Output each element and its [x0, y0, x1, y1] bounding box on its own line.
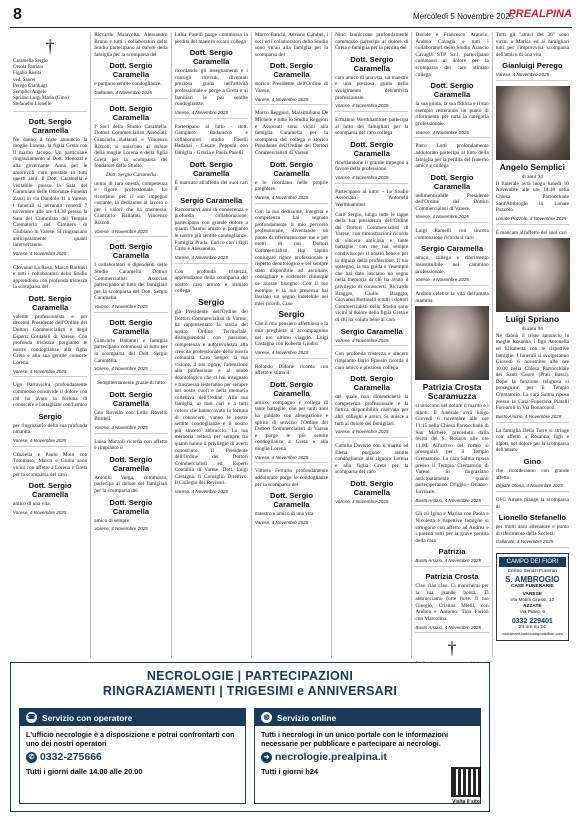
notice-text: La famiglia Della Torre si stringe con affetto a Rosanna, figli e nipoti, nel dolore per la scomparsa dell'amato	[495, 427, 569, 454]
deceased-name: Dott. Sergio Caramella	[28, 481, 72, 500]
visit-site-label: Visita il sito	[452, 799, 480, 805]
notice-text: Il funerale avrà luogo lunedì 10 Novembre alle ore 14.30 nella Chiesa Parrocchiale Sant'Ambrogio in Lonate Pozzolo.	[495, 180, 569, 214]
funeral-home-city: VARESE	[522, 592, 543, 598]
operator-service-header: ☎ Servizio con operatore	[20, 709, 245, 726]
deceased-name: Dott. Sergio Caramella	[109, 103, 153, 122]
notice-text: amico, compagno e collega di tante battaglie, che per tanti anni ha guidato con abnegazione e spirito di servizio l'Ordine dei Dottori Commercialisti di Varese e porge le più sentite condoglianze a Greta e alla moglie Lorena.	[254, 399, 329, 452]
notice-footer: Varese, 4 Novembre 2025	[13, 438, 67, 443]
notice-text: Ciao ciao ciao. Ci mancherai per la tua grande bontà. Ti abbracciamo forte forte. Il tuo Giorgio, Cristina Mielli, con Andrea e Antonio. Tino Farioli con Marcolina.	[415, 583, 489, 623]
notice-footer: Gallarate, 4 Novembre 2025	[94, 89, 152, 95]
operator-phone[interactable]: ✆ 0332-275666	[20, 750, 245, 764]
notice-footer: Varese, 4 Novembre 2025	[13, 250, 67, 256]
notice-text: Ugo Parravicini profondamente commosso condivide il dolore con chi ha avuto la fortuna di conoscere e battagliare con l'amico	[13, 382, 88, 409]
deceased-name: Sergio Caramella	[180, 195, 243, 205]
notice-footer: Varese, 4 Novembre 2025	[94, 526, 148, 532]
notice-footer: Lonate Pozzolo, 4 Novembre 2025	[495, 215, 567, 221]
notice-text: amico di sempre.	[94, 517, 131, 524]
obituary-notice	[335, 117, 408, 184]
obituary-notice	[415, 143, 488, 223]
deceased-name: Dott. Sergio Caramella	[109, 454, 153, 473]
obituary-notice	[94, 242, 167, 312]
notice-footer: Varese, 4 Novembre 2025	[335, 498, 389, 504]
online-service-header: ◍ Servizio online	[255, 709, 480, 726]
obituary-notice	[255, 209, 328, 359]
obituary-notice	[496, 428, 569, 492]
obituary-notice	[175, 32, 248, 119]
notice-text: Nino Ianniccone profondamente commosso partecipa al dolore di Greta e famiglia per la perdita del	[335, 32, 409, 52]
banner-title: NECROLOGIE | PARTECIPAZIONI	[146, 669, 354, 683]
deceased-name: Dott. Sergio Caramella	[430, 172, 474, 191]
column-7	[492, 32, 572, 658]
funeral-home-address: Via Piave, 6	[519, 610, 546, 616]
funeral-home-website[interactable]: onoranzefunebricampodeifiori.com	[501, 631, 564, 637]
banner-subtitle: RINGRAZIAMENTI | TRIGESIMI e ANNIVERSARI	[102, 684, 398, 698]
notice-text: che ricorderanno con grande affetto.	[495, 468, 569, 481]
deceased-name: Dott. Sergio Caramella	[109, 317, 153, 336]
notice-footer: Olgiate Olona, 4 Novembre 2025	[495, 483, 563, 489]
obituary-notice	[255, 110, 328, 203]
deceased-name: Dott. Sergio Caramella	[350, 54, 394, 73]
notice-text: Gea Rovello con Lella Rovello Burdeli.	[94, 409, 168, 423]
funeral-home-kind: CASE FUNERARIE	[511, 584, 554, 590]
obituary-notice	[496, 32, 569, 81]
notice-text: ricordando gli insegnamenti e i consigli ricevuti, diventati preziosa guida nell'attività professionale e porge a Greta e ai familiari le più sentite condoglianze.	[174, 68, 248, 108]
notice-footer: Varese, 4 Novembre 2025	[254, 194, 309, 200]
notice-text: Ne danno il triste annuncio la moglie Lorena, la figlia Greta con il marito Jacopo. Un particolare ringraziamento al Dott. Menozzi e alla governante Anna per le amorevoli cure prestate in tutti questi anni. Il Dott. Caramella è visitabile presso la Sala del Commiato delle Onoranze Funebri Zanzi in via Dandolo 11 a Varese; i funerali si terranno venerdì 7 novembre alle ore 14.30 presso la Sala del Commiato del Tempio Crematorio del Cimitero di Giubiano in Varese. Si ringraziano anticipatamente quanti interverranno.	[13, 136, 88, 249]
notice-text: Luisa Marzoli ricorda con affetto e rimpianto il	[94, 438, 168, 452]
notice-footer: Varese, 4 Novembre 2025	[13, 509, 67, 515]
deceased-list: Caramella Sergio Orsola Patrizio Figallo Rosita ved. Sanrei Perego Gianluigi Semplici Angelo Spriano Luigi Mario (Gino) Stefanello Lionello	[13, 59, 69, 108]
deceased-name: Sergio	[38, 411, 62, 421]
qr-code-icon[interactable]	[451, 767, 481, 797]
notice-footer: Busto Arsizio, 4 Novembre 2025	[415, 497, 482, 503]
deceased-name: Dott. Sergio Caramella	[269, 159, 313, 178]
notice-text: Partecipano al lutto - dott. Gianpiero Badaracco e collaboratori studio Paselli Badanai - Cesare Pepponi con famiglia - Grazia e Paola Paselli	[174, 123, 248, 156]
online-hours: Tutti i giorni h24	[261, 767, 318, 776]
obituary-notice	[496, 230, 569, 423]
notice-text: indimenticabile Presidente dell'Ordine dei Dottori Commercialisti di Varese.	[415, 192, 489, 212]
notice-text: per ringraziarlo della sua profonda umanità.	[13, 422, 88, 436]
obituary-notice	[496, 497, 569, 548]
notice-text: Tutti gli "amici del 36" sono vicini a Marisa ed ai famigliari tutti per l'improvvisa scomparsa dell'amico di una vita	[495, 32, 569, 58]
obituary-notice	[415, 228, 488, 286]
notice-text: amico, collega e riferimento insostituibile nel cammino professionale.	[415, 255, 489, 275]
notice-text: uomo di rara onestà, competenza e rigore professionale. Lo ricordano per il suo impegno costante, la dedizione al lavoro e per i valori che ha trasmesso. Giancarlo Ballarati, Vincenzo Rizzoli.	[94, 180, 168, 227]
notice-footer: Varese, 4 Novembre 2025	[174, 109, 229, 115]
notice-text: Caro Sergio, lungo tutte le tappe della tua presidenza dell'Ordine dei Dottori Commercialisti di Varese, con dimostrazioni ricordo di sincera amicizia e tante battaglie, con me hai sempre condiviso per il nostro bene e per la dignità della professione. Il tuo sostegno, la tua guida e l'esempio che hai dato lasciano un segno nella memoria di chi ha avuto il privilegio di conoscerti. Riccardo Braggio, Giulio Braggio, Giovanni Bottinelli e tutti i dottori Commercialisti dello Studio sono vicini al dolore della figlia Greta e di chi ha voluto bene al caro	[335, 211, 409, 323]
phone-icon: ☎	[27, 714, 36, 721]
notice-footer: Varese, 4 Novembre 2025	[415, 129, 469, 135]
obituary-notice	[335, 32, 408, 112]
deceased-name: Dott. Sergio Caramella	[269, 61, 313, 80]
notice-text: Con la tua dedizione, integrità e competenza hai segnato profondamente il mio percorso professionale, diventando un punto di riferimento per me e per molti di noi Dottori Commercialisti. Hai saputo coniugare rigore professionale e rispetto deontologico e sei sempre stato disponibile ad ascoltare, consigliare e sostenere chiunque ne avesse bisogno. Con il tuo esempio e la tua presenza hai lasciato un segno indelebile nei miei ricordi. Ciao	[254, 208, 329, 307]
obituary-notice	[415, 572, 488, 633]
deceased-name: Sergio Caramella	[421, 244, 484, 254]
notice-text: Giovanni La Rosa, Marco Barbieri e tutti i collaboratori dello Studio apprendono con profonda tristezza la scomparsa del	[13, 264, 88, 291]
death-index	[13, 36, 87, 112]
arrow-right-icon: ➜	[261, 752, 272, 763]
globe-icon: ◍	[261, 712, 272, 723]
operator-service	[19, 708, 246, 804]
page-number: 8	[13, 6, 22, 23]
deceased-photo	[496, 238, 570, 312]
notice-footer: Varese, 4 Novembre 2025	[415, 277, 469, 283]
notice-text: Raccontarvi anni di conoscenza e profonda collaborazione, partecipano con grande dolore a quanti l'hanno amato e porgiamo le nostre più sentite condoglianze. Famiglia Prada. Enrico con i figli Carlo e Alessandro.	[174, 206, 248, 253]
notice-text: Che il mio pensiero affettuoso e la mia preghiera ti accompagnino nel tuo ultimo viaggio. Luigi Castagna con Roberta Giudici	[254, 321, 329, 348]
notice-text: ricordandone il grande impegno a favore della professione.	[335, 159, 409, 173]
notice-text: maestro e amico di una vita.	[254, 511, 315, 518]
phone-icon: ✆	[26, 752, 37, 763]
obituary-notice	[175, 124, 248, 264]
notice-text: Rolando Didonè ricorda con affetto e stima il	[254, 363, 329, 377]
column-5	[331, 32, 411, 658]
deceased-photo	[496, 86, 570, 160]
obituary-notice	[94, 380, 167, 434]
notice-text: già Presidente dell'Ordine dei Dottori Commercialisti di Varese, ha rappresentato la storia del nostro Ordine Territoriale, distinguendosi con passione, competenza e autorevolezza alla crescita professionale della nostra comunità. Caro Sergio, la tua visione, il tuo rigore, l'attenzione alla professione e al senso deontologico che ci hai insegnato e trasmesso resteranno per sempre nei nostri cuori e nella memoria collettiva dell'Ordine. Alla tua famiglia, ai tuoi cari e a tutti coloro che hanno avuto la fortuna di conoscerti, vanno le nostre sentite condoglianze e il nostro più sincero abbraccio. La tua memoria resterà per sempre tra quanti hanno il privilegio di averti conosciuto. Il Presidente dell'Ordine dei Dottori Commercialisti ed Esperti Contabili di Varese. Dott. Luigi Castagna. Il Consiglio Direttivo. Il Collegio dei Revisori.	[174, 309, 248, 487]
notice-text: Davide e Francesco Arancio, Andrea Cavaglà e tutti i collaboratori dello Studio Arancio Cavaglà STP S.r.l. partecipano commossi al dolore per la scomparsa del caro stimato collega	[415, 32, 489, 78]
notice-footer: Varese, 4 Novembre 2025	[254, 349, 309, 355]
notice-text: Ne danno il triste annuncio la moglie Rosanna, i figli Antonella ed Elisabetta con le rispettive famiglie. I funerali si svolgeranno Giovedì 6 novembre alle ore 10.00 nella Chiesa Parrocchiale dei Santi Cuore (Prati Bassi). Dopo la funzione religiosa si proseguirà per il Tempio Crematorio. La cara Salma riposa presso la Casa Funeraria Piatelli Fornaroli in Via Bonaccorsi.	[495, 332, 569, 412]
masthead	[10, 6, 572, 28]
notice-footer: Varese, 4 Novembre 2025	[254, 96, 309, 102]
deceased-name: Gino	[523, 457, 541, 467]
notice-text: I collaboratori e dipendenti dello Studio Caramella Dottori Commercialisti Associati partecipano al lutto dei famigliari per la scomparsa del Dott. Sergio Caramella.	[94, 262, 168, 302]
deceased-name: Dott. Sergio Caramella	[109, 61, 153, 80]
notice-footer: Busto Arsizio, 4 Novembre 2025	[415, 624, 482, 630]
notice-footer: Varese, 4 Novembre 2025	[335, 429, 389, 435]
notice-text: Partecipano al lutto: - Lo Studio Associato Antonelli Werthhammer	[335, 188, 409, 208]
funeral-home-city: AZZATE	[523, 604, 542, 610]
obituary-columns	[10, 32, 572, 658]
notice-text: amico di una vita.	[13, 501, 51, 508]
deceased-name: Dott. Sergio Caramella	[109, 389, 153, 408]
obituary-notice	[94, 104, 167, 238]
obituary-notice	[255, 364, 328, 464]
notice-footer: Varese, 4 Novembre 2025	[94, 304, 148, 310]
notice-footer: Busto Arsizio, 4 Novembre 2025	[415, 558, 482, 564]
deceased-name: Dott. Sergio Caramella	[189, 159, 233, 178]
deceased-name: Dott. Sergio Caramella	[28, 293, 72, 312]
cross-icon: †	[447, 638, 457, 659]
notice-footer: Varese, 4 Novembre 2025	[415, 214, 469, 220]
notice-text: Dott. Sergio Caramella	[106, 171, 156, 178]
obituary-notice	[175, 269, 248, 497]
obituary-notice	[335, 351, 408, 438]
funeral-home-hours: 24 ore su 24	[518, 625, 546, 631]
notice-text: Ermanno Werthhammer partecipa al lutto dei famigliari per la scomparsa del caro collega	[335, 116, 409, 137]
notice-footer: Varese, 4 Novembre 2025	[174, 489, 229, 495]
deceased-name: Angelo Semplici	[499, 162, 565, 173]
obituary-notice	[13, 452, 87, 518]
funeral-home-subtitle: Centro Servizi Funerari	[507, 569, 557, 575]
notice-text: per molti anni allenatore e punto di riferimento della Società.	[495, 524, 569, 537]
notice-text: Marco Reggiori, Massimiliano De Michele e tutto lo Studio Reggiori e Associati sono vicini alla famiglia Caramella per la scomparsa del collega e storico Presidente dell'Ordine dei Dottori Commercialisti di Varese	[254, 110, 329, 156]
notice-text: si uniscono nel dolore il marito e i nipoti. Il funerale avrà luogo Giovedì 6 novembre alle ore 11.15 nella Chiesa Parrocchiale di San Michele, preceduto dalla recita del S. Rosario alle ore 11.00. All'arrivo del corteo si proseguirà per il Tempio Crematorio. La cara Salma riposa presso il Tempio Crematorio di Varese. Si ringraziano anticipatamente quanti parteciperanno. Origgio - Oriano - Luvinate.	[415, 403, 489, 495]
obituary-notice	[13, 117, 87, 260]
deceased-name: Gianluigi Perego	[502, 61, 563, 71]
column-2	[90, 32, 170, 658]
notice-footer: Varese, 4 Novembre 2025	[174, 254, 229, 260]
deceased-name: Dott. Sergio Caramella	[269, 379, 313, 398]
notice-text: Antonio Verga, commosso, partecipa al dolore dei famigliari per la scomparsa del	[94, 474, 168, 494]
obituary-notice	[13, 265, 87, 378]
obituary-notice	[415, 32, 488, 138]
online-service-description: Tutti i necrologi in un unico portale con le informazioni necessarie per pubblicare e partecipare ai necrologi.	[261, 730, 449, 748]
header-date: Mercoledì 5 Novembre 2025	[413, 12, 514, 21]
notice-text: valente professionista e per decenni Presidente dell'Ordine dei Dottori Commercialisti e degli Esperti Contabili di Varese. Con profonda tristezza porgiamo le nostre condoglianze alla figlia Greta e alla sua gentile consorte Lorena.	[13, 313, 88, 367]
notice-text: e lo ricordano nelle proprie preghiere.	[254, 179, 329, 193]
notice-footer: Varese, 4 Novembre 2025	[254, 519, 309, 525]
notice-text: Marco Banchi, Adriano Carabei, i soci ed i collaboratori dello Studio sono vicini alla famiglia per la scomparsa del	[254, 32, 329, 58]
notice-text: È mancato all'affetto dei suoi cari il	[174, 179, 248, 193]
deceased-name: Dott. Sergio Caramella	[189, 48, 233, 67]
notice-footer: Busto Arsizio, 4 Novembre 2025	[495, 413, 562, 419]
deceased-name: Dott. Sergio Caramella	[350, 139, 394, 158]
operator-hours: Tutti i giorni dalle 14.00 alle 20.00	[26, 767, 143, 776]
notice-text: Vittorio Ferrario profondamente addolorato porge le condoglianze per la scomparsa del	[254, 468, 329, 488]
deceased-name: Sergio Caramella	[340, 326, 403, 336]
cross-icon: †	[45, 36, 55, 56]
notice-footer: Gallarate, 4 Novembre 2025	[495, 539, 554, 545]
obituary-notice	[335, 443, 408, 507]
obituary-notice	[94, 318, 167, 375]
funeral-home-address: Via Molini Grassi, 10	[510, 598, 555, 604]
funeral-home-ad[interactable]	[496, 553, 569, 641]
notice-footer: Varese, 4 Novembre 2025	[94, 424, 148, 430]
deceased-name: Dott. Sergio Caramella	[109, 242, 153, 261]
notice-footer: Varese, 4 Novembre 2025	[13, 368, 67, 374]
obituary-notice	[335, 189, 408, 347]
notice-text: I Soci dello Studio Caramella, Dottori Commercialisti Associati: Giancarlo Ballarati e Vincenzo Rizzoli, si uniscono al dolore della moglie Lorena e della figlia Greta per la scomparsa del fondatore dello Studio.	[94, 123, 168, 170]
notice-text: Sempiternamente grazie di tutto	[97, 380, 165, 386]
deceased-name: Dott. Sergio Caramella	[350, 374, 394, 393]
deceased-photo	[415, 306, 489, 380]
funeral-home-phone[interactable]: 0332 229401	[511, 618, 553, 626]
notice-text: caro amico di una vita, un maestro e una preziosa guida nello svolgimento dell'attività professionale.	[335, 74, 409, 101]
notice-text: Giancarlo Ballarati e famiglia partecipano commossi al lutto per la scomparsa del Dott. Sergio Caramella.	[94, 337, 168, 364]
deceased-name: Patrizia	[438, 547, 466, 557]
deceased-name: Sergio	[278, 309, 305, 320]
obituary-notice	[415, 511, 488, 567]
column-1	[10, 32, 90, 658]
deceased-name: Lionello Stefanello	[498, 513, 567, 523]
necrologie-banner	[10, 662, 490, 812]
notice-text: Camilla Daverio con il marito ed Elena porgono sentite condoglianze alla signora Lorena e alla figlia Greta per la scomparsa del caro	[335, 442, 409, 476]
notice-text: la sua guida, la sua fiducia e il suo esempio resteranno un punto di riferimento per tutta la categoria professionale.	[415, 101, 489, 127]
obituary-notice	[255, 468, 328, 527]
operator-service-description: L'ufficio necrologie è a disposizione e potrai confrontarti con uno dei nostri operatori	[26, 730, 235, 748]
column-4	[251, 32, 331, 658]
notice-footer: Varese, 4 Novembre 2025	[94, 228, 148, 234]
notice-text: Piero Lotti profondamente addolorato partecipa al lutto della famiglia per la perdita del fraterno amico e collega	[415, 143, 489, 170]
notice-text: Con profonda tristezza e sincero rimpianto Ilario Frausin ricorda il caro amico e prezioso collega	[335, 351, 409, 371]
funeral-home-brand: CAMPO DEI FIORI	[499, 557, 566, 567]
services	[19, 708, 481, 804]
notice-footer: Varese, 4 Novembre 2025	[94, 366, 148, 372]
notice-footer: Varese, 4 Novembre 2025	[495, 72, 550, 78]
notice-text: Luisa Paselli porge commossa la perdita del maestro e caro collega	[174, 32, 248, 45]
notice-text: Luigi Ramelli con sincera commozione ricorda il caro	[415, 228, 489, 241]
obituary-notice	[496, 86, 569, 224]
qr-code-block[interactable]	[449, 767, 483, 805]
notice-text: Andrea celebra la vita dell'amata mamma	[415, 291, 489, 304]
obituary-notice	[94, 439, 167, 534]
deceased-name: Dott. Sergio Caramella	[430, 81, 474, 100]
notice-text: OFC Amate piange la scomparsa di	[495, 497, 569, 510]
deceased-name: Dott. Sergio Caramella	[28, 116, 72, 135]
notice-text: È mancato all'affetto dei suoi cari	[495, 229, 567, 236]
notice-footer: Varese, 4 Novembre 2025	[254, 454, 309, 460]
notice-text: storico Presidente dell'Ordine di Varese.	[254, 81, 329, 94]
funeral-home-name: S. AMBROGIO	[505, 575, 560, 585]
deceased-name: Dott. Sergio Caramella	[109, 497, 153, 516]
notice-text: e porgono sentite condoglianze.	[94, 81, 162, 88]
deceased-name: Sergio	[198, 297, 225, 308]
deceased-name: Dott. Sergio Caramella	[269, 491, 313, 510]
obituary-notice	[13, 382, 87, 446]
deceased-age: di anni 94	[521, 174, 543, 181]
notice-footer: Varese, 4 Novembre 2025	[335, 337, 389, 343]
notice-footer: Varese, 4 Novembre 2025	[335, 174, 389, 180]
newspaper-logo[interactable]: PREALPINA	[508, 8, 572, 20]
deceased-age: di anni 94	[521, 326, 543, 333]
deceased-name: Patrizia Crosta	[425, 572, 479, 582]
notice-text: del quale non dimenticherà la competenza professionale e la fattiva disponibilità riservata per altri colleghi e amici. Si unisce a tutti al dolore dei famigliari.	[335, 394, 409, 427]
notice-text: Con profonda tristezza, apprendiamo della scomparsa del nostro caro amico e stimato collega	[174, 268, 248, 295]
notice-text: Graziella e Paolo Molo con Tommaso, Marco e Giulia sono vicini con affetto a Lorena e Greta per la scomparsa del caro	[13, 451, 88, 478]
online-service	[254, 708, 481, 804]
notice-text: Gli zii Igino e Marisa con Paola e Nicoletta e rispettive famiglie si stringono con affetto ad Andrea e i parenti tutti per la grave perdita della cara	[415, 511, 489, 544]
notice-text: Riccardo Malavolta, Alessandro Bruno e tutti i collaboratori dello Studio partecipano al dolore della famiglia per la scomparsa del	[94, 32, 168, 58]
notice-footer: Varese, 4 Novembre 2025	[335, 103, 389, 109]
obituary-notice	[94, 32, 167, 99]
obituary-notice	[255, 32, 328, 105]
column-6	[411, 32, 491, 658]
deceased-name: Patrizia Crosta Scaramuzza	[422, 382, 482, 402]
column-3	[171, 32, 251, 658]
obituary-notice	[415, 291, 488, 506]
online-url[interactable]: ➜ necrologie.prealpina.it	[255, 750, 480, 764]
deceased-name: Dott. Sergio Caramella	[350, 478, 394, 497]
deceased-name: Luigi Spriano	[505, 314, 560, 325]
